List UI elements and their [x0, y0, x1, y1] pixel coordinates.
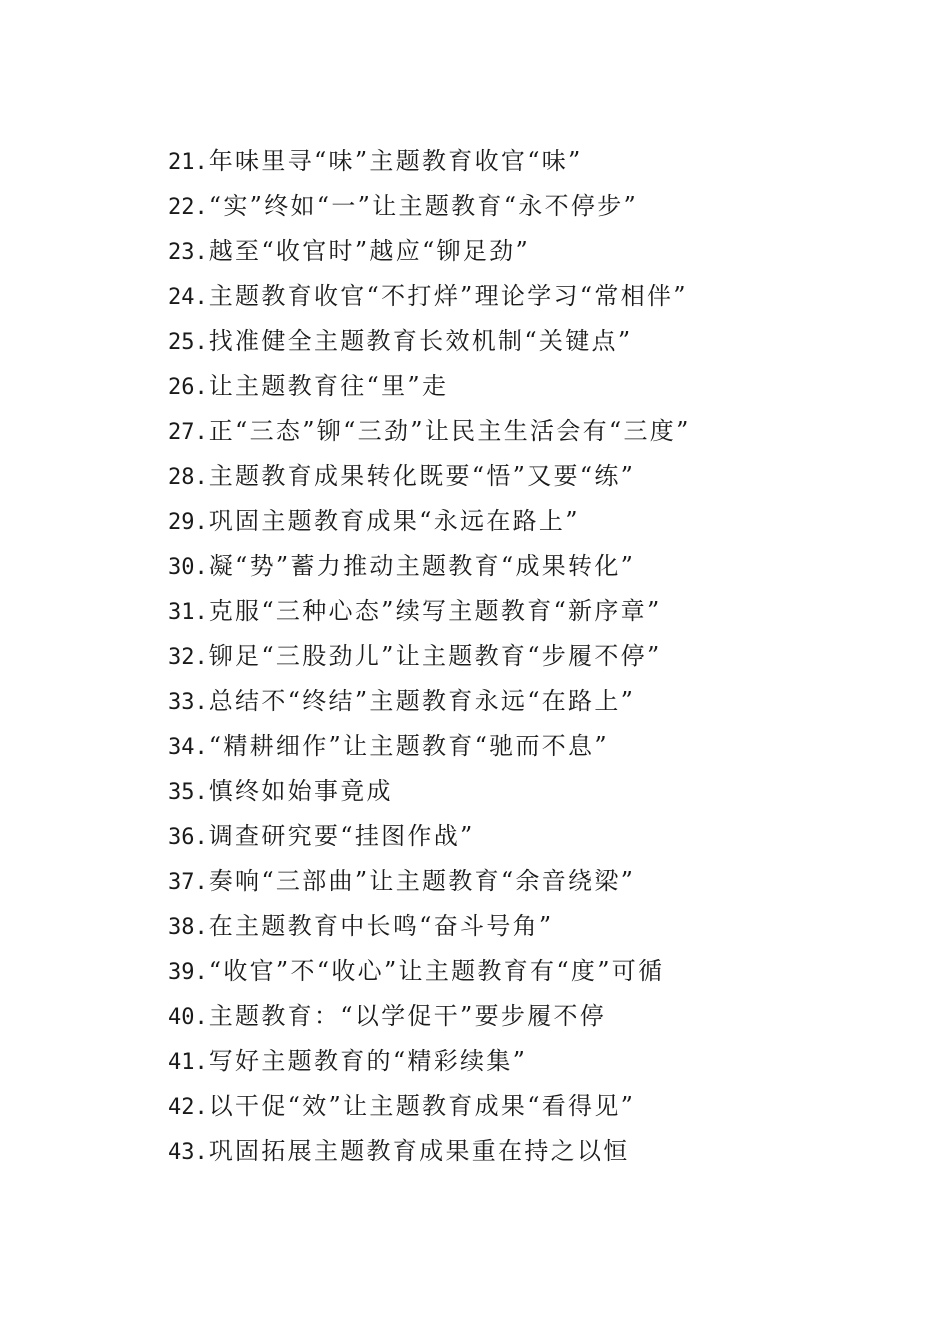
item-text: 找准健全主题教育长效机制“关键点” — [208, 327, 633, 355]
item-text: 年味里寻“味”主题教育收官“味” — [208, 147, 583, 175]
item-number: 41. — [168, 1050, 208, 1075]
item-number: 43. — [168, 1140, 208, 1165]
item-text: “实”终如“一”让主题教育“永不停步” — [208, 192, 639, 220]
list-item — [168, 1084, 868, 1129]
item-number: 42. — [168, 1095, 208, 1120]
list-item — [168, 499, 868, 544]
item-text: 巩固主题教育成果“永远在路上” — [208, 507, 580, 535]
list-item — [168, 1129, 868, 1174]
list-item — [168, 319, 868, 364]
list-item — [168, 454, 868, 499]
item-number: 39. — [168, 960, 208, 985]
item-number: 28. — [168, 465, 208, 490]
item-text: 奏响“三部曲”让主题教育“余音绕梁” — [208, 867, 636, 895]
list-item — [168, 904, 868, 949]
item-text: 在主题教育中长鸣“奋斗号角” — [208, 912, 554, 940]
item-number: 31. — [168, 600, 208, 625]
item-text: 调查研究要“挂图作战” — [208, 822, 475, 850]
item-text: 正“三态”铆“三劲”让民主生活会有“三度” — [208, 417, 691, 445]
item-number: 34. — [168, 735, 208, 760]
item-text: “收官”不“收心”让主题教育有“度”可循 — [208, 957, 665, 985]
list-item — [168, 769, 868, 814]
list-item — [168, 814, 868, 859]
item-text: 铆足“三股劲儿”让主题教育“步履不停” — [208, 642, 662, 670]
item-text: 写好主题教育的“精彩续集” — [208, 1047, 528, 1075]
list-item — [168, 364, 868, 409]
list-item — [168, 1039, 868, 1084]
item-text: 主题教育收官“不打烊”理论学习“常相伴” — [208, 282, 688, 310]
item-number: 36. — [168, 825, 208, 850]
item-number: 30. — [168, 555, 208, 580]
item-number: 29. — [168, 510, 208, 535]
item-number: 26. — [168, 375, 208, 400]
item-number: 33. — [168, 690, 208, 715]
item-number: 40. — [168, 1005, 208, 1030]
list-item — [168, 589, 868, 634]
item-text: “精耕细作”让主题教育“驰而不息” — [208, 732, 609, 760]
item-number: 24. — [168, 285, 208, 310]
item-number: 38. — [168, 915, 208, 940]
list-item — [168, 274, 868, 319]
item-text: 凝“势”蓄力推动主题教育“成果转化” — [208, 552, 636, 580]
list-item — [168, 139, 868, 184]
item-number: 23. — [168, 240, 208, 265]
headline-list — [168, 139, 868, 1174]
item-text: 以干促“效”让主题教育成果“看得见” — [208, 1092, 636, 1120]
item-text: 总结不“终结”主题教育永远“在路上” — [208, 687, 636, 715]
item-number: 37. — [168, 870, 208, 895]
list-item — [168, 679, 868, 724]
item-number: 32. — [168, 645, 208, 670]
item-number: 27. — [168, 420, 208, 445]
list-item — [168, 994, 868, 1039]
list-item — [168, 859, 868, 904]
item-number: 25. — [168, 330, 208, 355]
list-item — [168, 724, 868, 769]
item-number: 22. — [168, 195, 208, 220]
list-item — [168, 544, 868, 589]
list-item — [168, 184, 868, 229]
item-text: 主题教育成果转化既要“悟”又要“练” — [208, 462, 636, 490]
item-number: 21. — [168, 150, 208, 175]
list-item — [168, 949, 868, 994]
item-text: 主题教育：“以学促干”要步履不停 — [208, 1002, 607, 1030]
list-item — [168, 229, 868, 274]
list-item — [168, 409, 868, 454]
item-text: 让主题教育往“里”走 — [208, 372, 449, 400]
item-number: 35. — [168, 780, 208, 805]
item-text: 慎终如始事竟成 — [208, 777, 393, 805]
item-text: 克服“三种心态”续写主题教育“新序章” — [208, 597, 662, 625]
item-text: 巩固拓展主题教育成果重在持之以恒 — [208, 1137, 630, 1165]
item-text: 越至“收官时”越应“铆足劲” — [208, 237, 531, 265]
list-item — [168, 634, 868, 679]
